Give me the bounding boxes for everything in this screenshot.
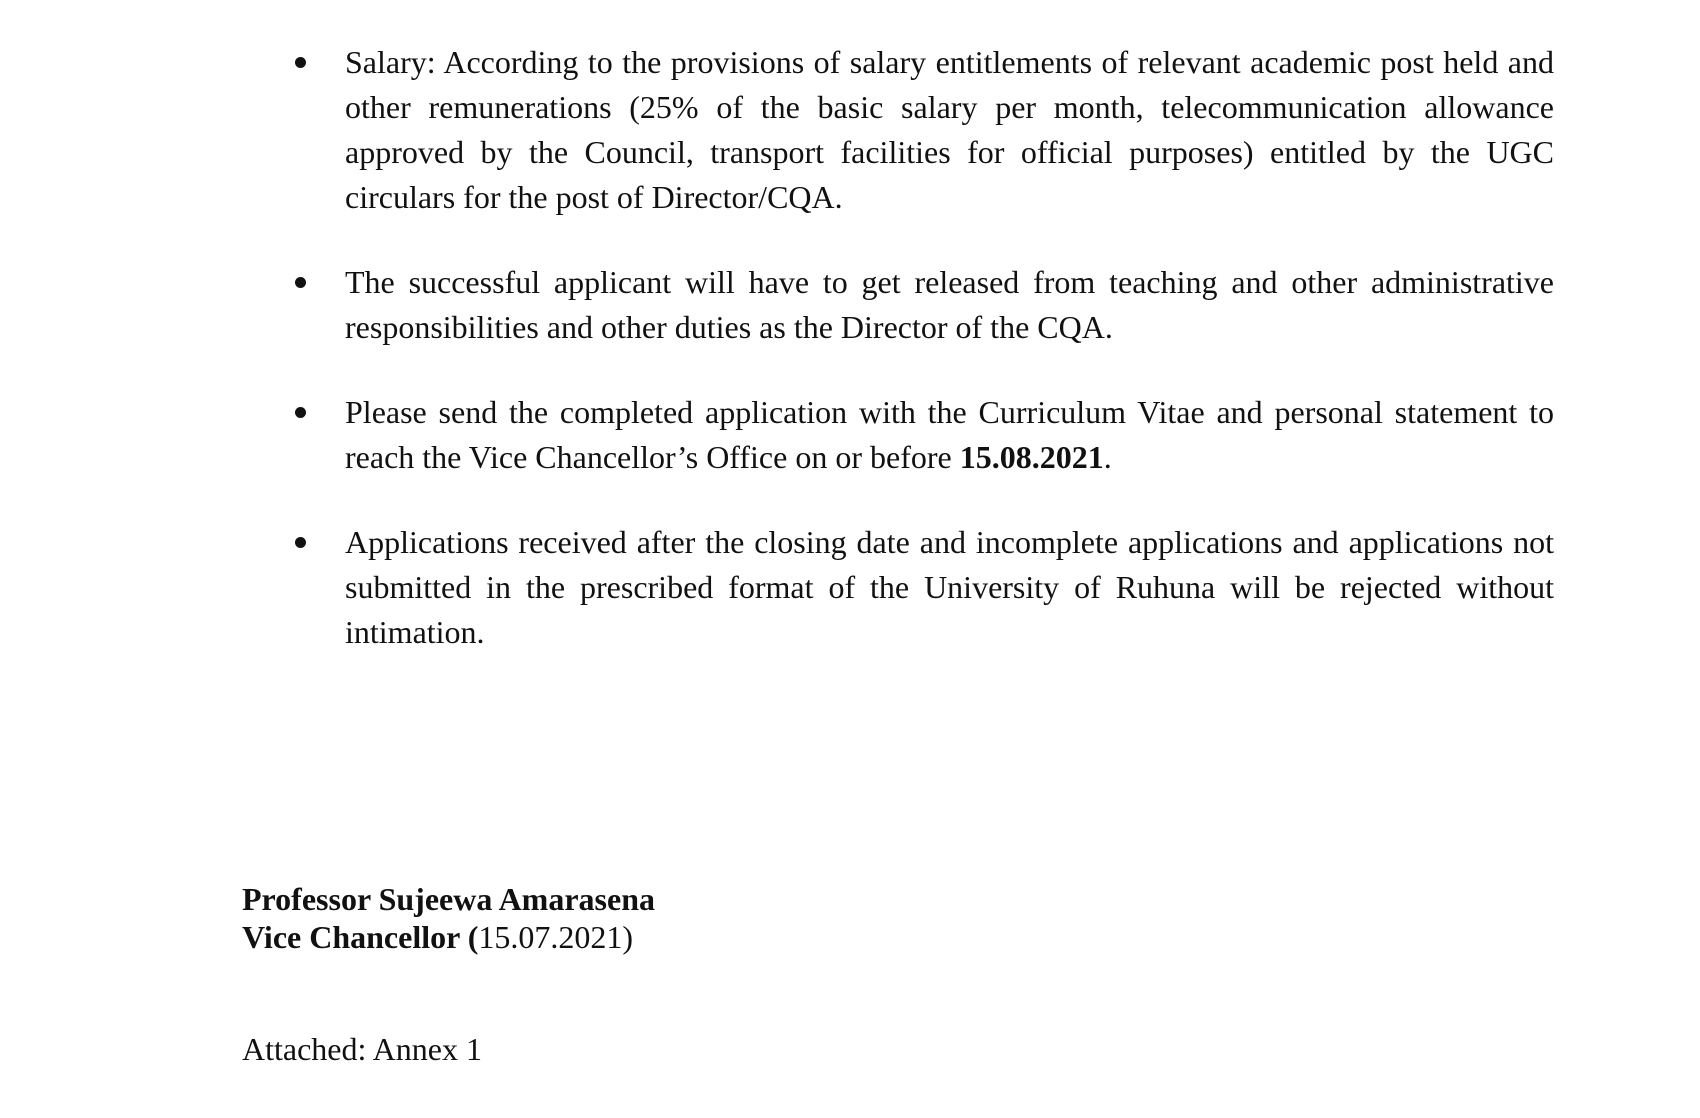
signatory-title: Vice Chancellor xyxy=(242,919,460,955)
signature-block xyxy=(242,880,655,956)
rejection-text: Applications received after the closing date and incomplete applications and applications not submitted in the prescribed format of the University of Ruhuna will be rejected without intimation. xyxy=(345,524,1554,650)
bullet-dot-icon xyxy=(295,57,306,68)
submission-text-after: . xyxy=(1103,439,1112,475)
bullet-list xyxy=(281,40,1554,655)
submission-text-before: Please send the completed application with the Curriculum Vitae and personal statement to reach the Vice Chancellor’s Office on or before xyxy=(345,394,1554,475)
bullet-item-rejection xyxy=(281,520,1554,655)
attachment-note: Attached: Annex 1 xyxy=(242,1031,482,1067)
bullet-dot-icon xyxy=(295,537,306,548)
signatory-line xyxy=(242,918,655,956)
release-text: The successful applicant will have to get released from teaching and other administrative responsibilities and other duties as the Director of the CQA. xyxy=(345,264,1554,345)
bullet-dot-icon xyxy=(295,277,306,288)
submission-text xyxy=(345,390,1554,480)
signatory-title-paren: ( xyxy=(459,919,479,955)
signature-date: 15.07.2021) xyxy=(478,919,634,955)
salary-text: Salary: According to the provisions of salary entitlements of relevant academic post held and other remunerations (25% of the basic salary per month, telecommunication allowance approved by the Council, transport facilities for official purposes) entitled by the UGC circulars for the post of Director/CQA. xyxy=(345,44,1554,215)
bullet-dot-icon xyxy=(295,407,306,418)
signatory-name: Professor Sujeewa Amarasena xyxy=(242,881,655,917)
bullet-item-release xyxy=(281,260,1554,350)
bullet-item-salary xyxy=(281,40,1554,220)
deadline-date: 15.08.2021 xyxy=(959,439,1104,475)
bullet-item-submission xyxy=(281,390,1554,480)
